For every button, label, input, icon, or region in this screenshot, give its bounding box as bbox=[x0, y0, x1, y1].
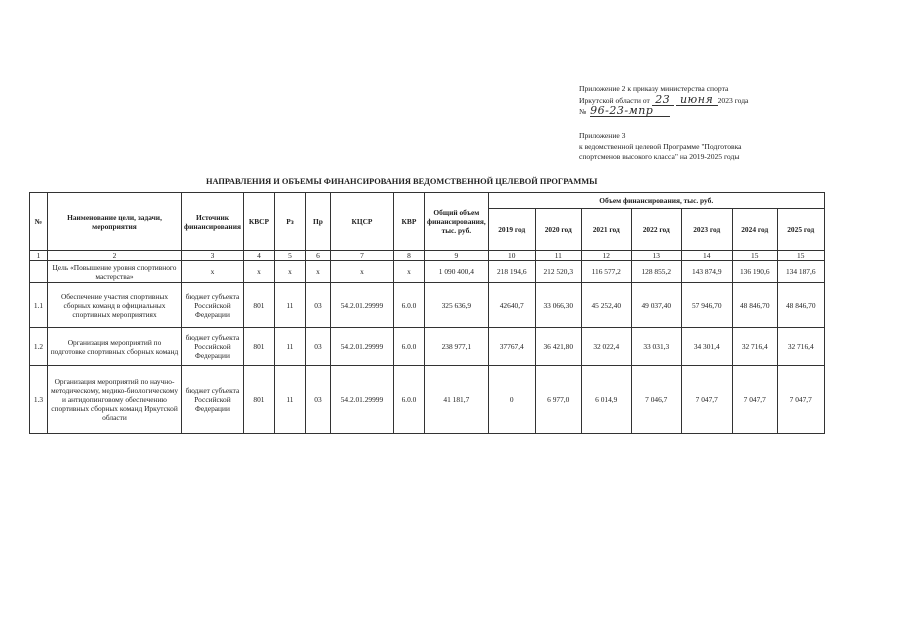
col-number: 12 bbox=[581, 251, 631, 261]
row-year-value: 7 047,7 bbox=[732, 366, 777, 434]
col-number: 1 bbox=[30, 251, 48, 261]
row-total: 238 977,1 bbox=[424, 328, 488, 366]
row-kcsr: 54.2.01.29999 bbox=[330, 366, 393, 434]
row-year-value: 6 977,0 bbox=[535, 366, 581, 434]
row-pr: x bbox=[305, 261, 330, 283]
table-row bbox=[30, 283, 825, 328]
col-kvsr-header: КВСР bbox=[243, 193, 274, 251]
row-rz: 11 bbox=[274, 366, 305, 434]
col-name-header: Наименование цели, задачи, мероприятия bbox=[48, 193, 182, 251]
row-kvsr: x bbox=[243, 261, 274, 283]
col-year-header: 2024 год bbox=[732, 209, 777, 251]
row-kvr: x bbox=[393, 261, 424, 283]
appendix-block bbox=[579, 131, 879, 163]
col-number: 6 bbox=[305, 251, 330, 261]
row-kvr: 6.0.0 bbox=[393, 366, 424, 434]
row-year-value: 7 046,7 bbox=[631, 366, 681, 434]
row-year-value: 134 187,6 bbox=[777, 261, 824, 283]
col-rz-header: Рз bbox=[274, 193, 305, 251]
col-year-header: 2023 год bbox=[681, 209, 732, 251]
table-row-goal bbox=[30, 261, 825, 283]
row-pr: 03 bbox=[305, 366, 330, 434]
col-kvr-header: КВР bbox=[393, 193, 424, 251]
row-year-value: 57 946,70 bbox=[681, 283, 732, 328]
row-year-value: 136 190,6 bbox=[732, 261, 777, 283]
document-title: НАПРАВЛЕНИЯ И ОБЪЕМЫ ФИНАНСИРОВАНИЯ ВЕДОМСТВЕННОЙ ЦЕЛЕВОЙ ПРОГРАММЫ bbox=[206, 177, 598, 186]
row-kvsr: 801 bbox=[243, 328, 274, 366]
row-total: 41 181,7 bbox=[424, 366, 488, 434]
col-number: 13 bbox=[631, 251, 681, 261]
col-number: 5 bbox=[274, 251, 305, 261]
column-number-row bbox=[30, 251, 825, 261]
order-title: Приложение 2 к приказу министерства спорта bbox=[579, 84, 729, 93]
row-rz: x bbox=[274, 261, 305, 283]
col-number: 4 bbox=[243, 251, 274, 261]
row-year-value: 32 716,4 bbox=[777, 328, 824, 366]
order-number-line: № 96-23-мпр bbox=[579, 106, 879, 118]
col-year-header: 2019 год bbox=[488, 209, 535, 251]
row-year-value: 42640,7 bbox=[488, 283, 535, 328]
row-year-value: 143 874,9 bbox=[681, 261, 732, 283]
row-name: Цель «Повышение уровня спортивного мастерства» bbox=[48, 261, 182, 283]
table-row bbox=[30, 366, 825, 434]
row-num: 1.3 bbox=[30, 366, 48, 434]
row-year-value: 34 301,4 bbox=[681, 328, 732, 366]
row-year-value: 0 bbox=[488, 366, 535, 434]
handwritten-day: 23 bbox=[652, 95, 674, 106]
col-number: 7 bbox=[330, 251, 393, 261]
row-rz: 11 bbox=[274, 328, 305, 366]
col-source-header: Источник финансирования bbox=[182, 193, 244, 251]
appendix-line-3: спортсменов высокого класса" на 2019-2025 годы bbox=[579, 152, 740, 162]
row-year-value: 116 577,2 bbox=[581, 261, 631, 283]
row-num bbox=[30, 261, 48, 283]
row-year-value: 37767,4 bbox=[488, 328, 535, 366]
appendix-line-2: к ведомственной целевой Программе "Подготовка bbox=[579, 141, 742, 151]
row-source: бюджет субъекта Российской Федерации bbox=[182, 366, 244, 434]
col-number: 9 bbox=[424, 251, 488, 261]
row-pr: 03 bbox=[305, 283, 330, 328]
row-total: 325 636,9 bbox=[424, 283, 488, 328]
handwritten-month: июня bbox=[676, 95, 718, 106]
col-year-header: 2021 год bbox=[581, 209, 631, 251]
col-num-header: № bbox=[30, 193, 48, 251]
col-number: 14 bbox=[681, 251, 732, 261]
col-volume-header: Объем финансирования, тыс. руб. bbox=[488, 193, 824, 209]
col-number: 15 bbox=[732, 251, 777, 261]
row-num: 1.2 bbox=[30, 328, 48, 366]
row-year-value: 6 014,9 bbox=[581, 366, 631, 434]
col-number: 15 bbox=[777, 251, 824, 261]
financing-table bbox=[29, 192, 825, 434]
row-year-value: 36 421,80 bbox=[535, 328, 581, 366]
row-kcsr: 54.2.01.29999 bbox=[330, 328, 393, 366]
col-number: 10 bbox=[488, 251, 535, 261]
row-year-value: 7 047,7 bbox=[681, 366, 732, 434]
row-kcsr: 54.2.01.29999 bbox=[330, 283, 393, 328]
row-year-value: 7 047,7 bbox=[777, 366, 824, 434]
col-year-header: 2025 год bbox=[777, 209, 824, 251]
col-pr-header: Пр bbox=[305, 193, 330, 251]
row-year-value: 32 022,4 bbox=[581, 328, 631, 366]
col-kcsr-header: КЦСР bbox=[330, 193, 393, 251]
row-name: Обеспечение участия спортивных сборных команд в официальных спортивных мероприятиях bbox=[48, 283, 182, 328]
row-year-value: 48 846,70 bbox=[777, 283, 824, 328]
col-year-header: 2022 год bbox=[631, 209, 681, 251]
row-name: Организация мероприятий по научно-методическому, медико-биологическому и антидопинговому обеспечению спортивных сборных команд Иркутской области bbox=[48, 366, 182, 434]
row-source: x bbox=[182, 261, 244, 283]
row-kvsr: 801 bbox=[243, 366, 274, 434]
row-name: Организация мероприятий по подготовке спортивных сборных команд bbox=[48, 328, 182, 366]
row-year-value: 45 252,40 bbox=[581, 283, 631, 328]
row-kvr: 6.0.0 bbox=[393, 328, 424, 366]
order-header bbox=[579, 84, 879, 118]
row-kvr: 6.0.0 bbox=[393, 283, 424, 328]
row-kcsr: x bbox=[330, 261, 393, 283]
row-year-value: 49 037,40 bbox=[631, 283, 681, 328]
row-year-value: 212 520,3 bbox=[535, 261, 581, 283]
row-total: 1 090 400,4 bbox=[424, 261, 488, 283]
col-total-header: Общий объем финансирования, тыс. руб. bbox=[424, 193, 488, 251]
row-year-value: 32 716,4 bbox=[732, 328, 777, 366]
col-number: 2 bbox=[48, 251, 182, 261]
col-number: 8 bbox=[393, 251, 424, 261]
col-number: 3 bbox=[182, 251, 244, 261]
row-source: бюджет субъекта Российской Федерации bbox=[182, 283, 244, 328]
row-source: бюджет субъекта Российской Федерации bbox=[182, 328, 244, 366]
handwritten-number: 96-23-мпр bbox=[590, 106, 670, 117]
row-pr: 03 bbox=[305, 328, 330, 366]
row-num: 1.1 bbox=[30, 283, 48, 328]
row-rz: 11 bbox=[274, 283, 305, 328]
row-year-value: 128 855,2 bbox=[631, 261, 681, 283]
row-year-value: 33 066,30 bbox=[535, 283, 581, 328]
row-year-value: 218 194,6 bbox=[488, 261, 535, 283]
col-year-header: 2020 год bbox=[535, 209, 581, 251]
row-year-value: 33 031,3 bbox=[631, 328, 681, 366]
row-year-value: 48 846,70 bbox=[732, 283, 777, 328]
table-row bbox=[30, 328, 825, 366]
col-number: 11 bbox=[535, 251, 581, 261]
row-kvsr: 801 bbox=[243, 283, 274, 328]
order-date-line: Иркутской области от 23 июня 2023 года bbox=[579, 92, 749, 106]
appendix-line-1: Приложение 3 bbox=[579, 131, 626, 140]
